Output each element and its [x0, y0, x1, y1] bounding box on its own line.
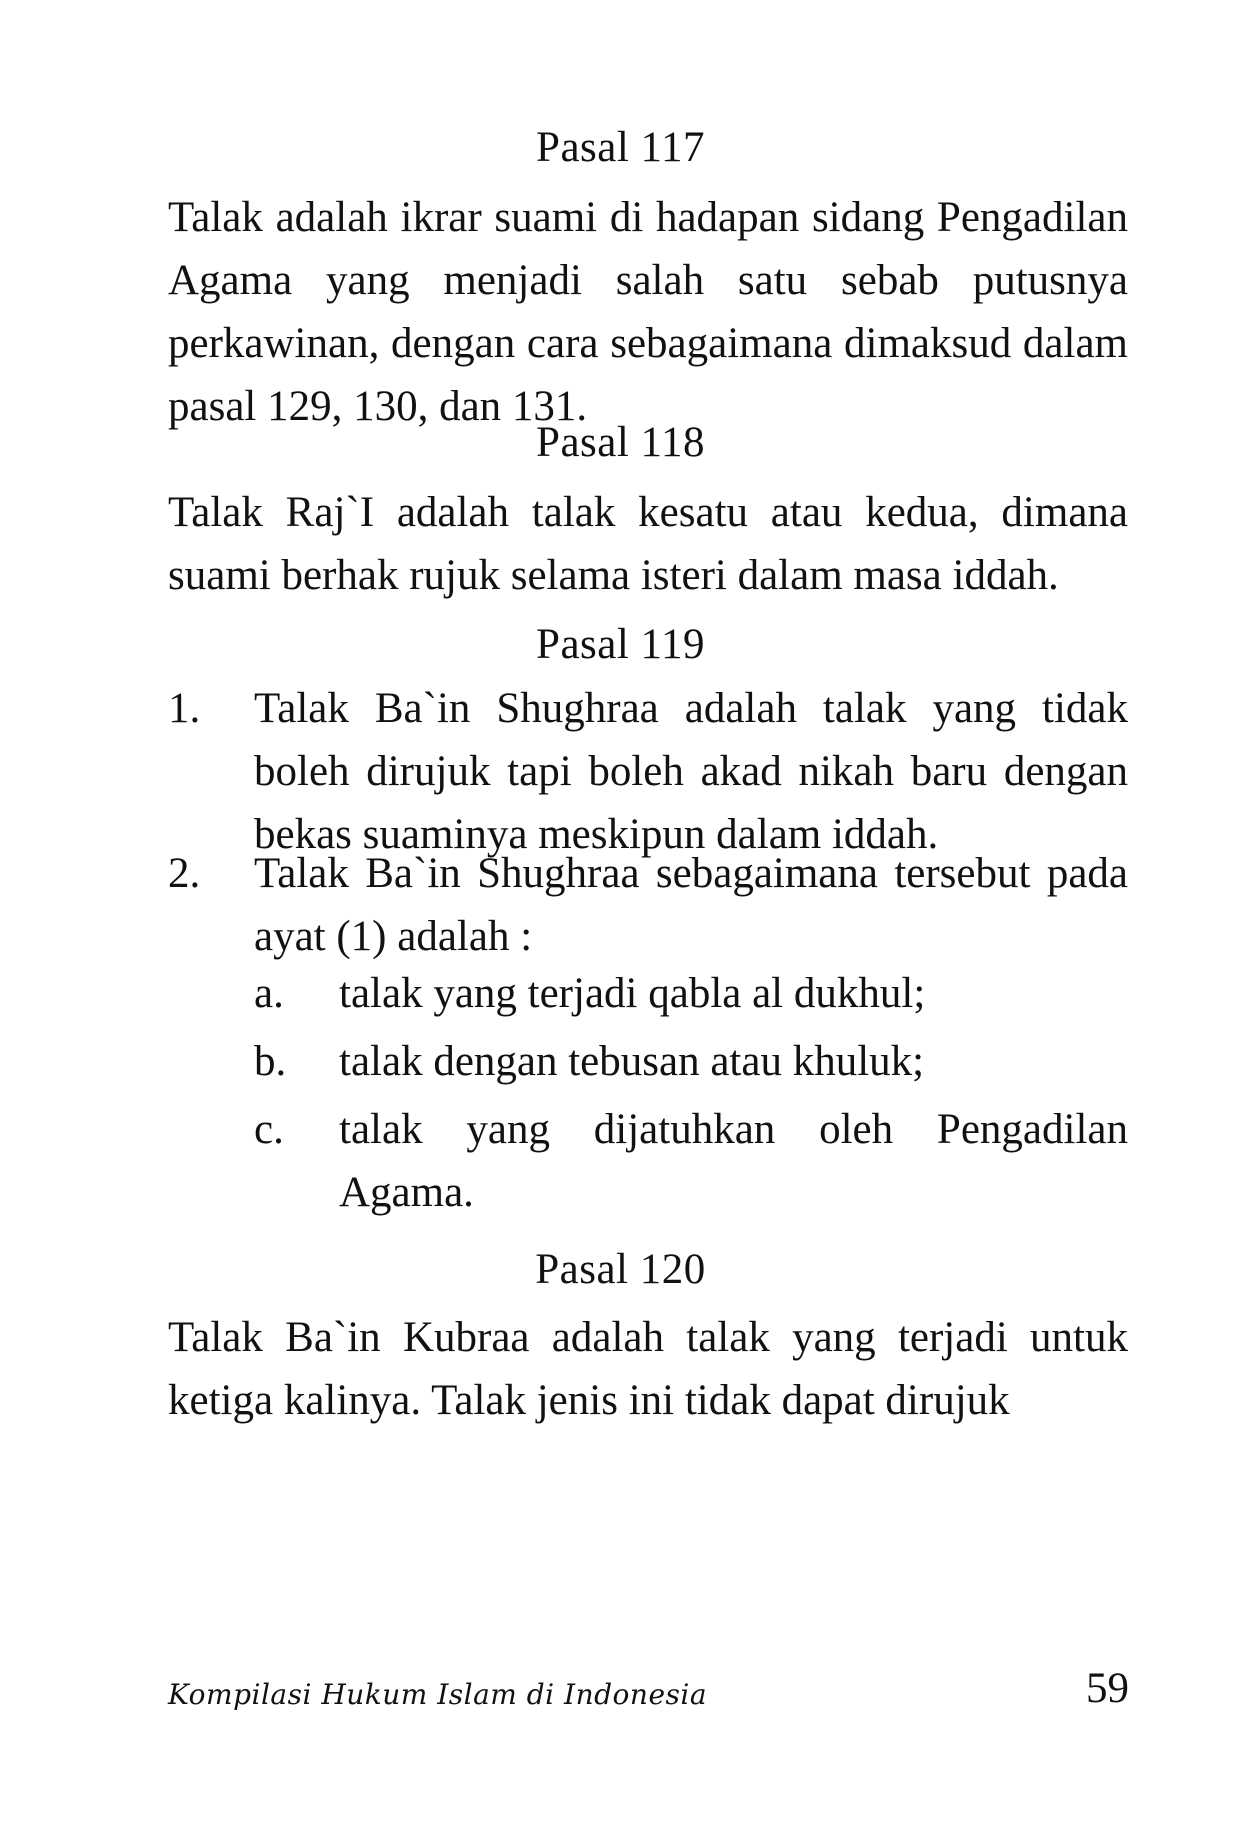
pasal-117-heading: Pasal 117 [536, 124, 705, 171]
pasal-120-text: Talak Ba`in Kubraa adalah talak yang terjadi untuk ketiga kalinya. Talak jenis ini tidak dapat dirujuk [168, 1314, 1128, 1424]
book-title-footer: Kompilasi Hukum Islam di Indonesia [168, 1678, 708, 1711]
sub-item-text: talak dengan tebusan atau khuluk; [339, 1038, 925, 1085]
pasal-119-heading: Pasal 119 [536, 621, 705, 668]
item-number: 1. [168, 685, 201, 732]
sub-item-letter: b. [254, 1038, 287, 1085]
sub-item-text: talak yang terjadi qabla al dukhul; [339, 970, 926, 1017]
sub-item-letter: a. [254, 970, 284, 1017]
item-text: Talak Ba`in Shughraa adalah talak yang tidak boleh dirujuk tapi boleh akad nikah baru dengan bekas suaminya meskipun dalam iddah. [254, 685, 1128, 858]
sub-item-text: talak yang dijatuhkan oleh Pengadilan Agama. [339, 1106, 1128, 1216]
item-number: 2. [168, 850, 201, 897]
pasal-117-text: Talak adalah ikrar suami di hadapan sidang Pengadilan Agama yang menjadi salah satu sebab putusnya perkawinan, dengan cara sebagaimana dimaksud dalam pasal 129, 130, dan 131. [168, 194, 1128, 430]
pasal-118-heading: Pasal 118 [536, 419, 705, 466]
pasal-118-text: Talak Raj`I adalah talak kesatu atau kedua, dimana suami berhak rujuk selama isteri dalam masa iddah. [168, 489, 1128, 599]
sub-item-letter: c. [254, 1106, 284, 1153]
page-number: 59 [1086, 1665, 1129, 1712]
pasal-120-heading: Pasal 120 [535, 1246, 706, 1293]
item-text: Talak Ba`in Shughraa sebagaimana tersebut pada ayat (1) adalah : [254, 850, 1128, 960]
